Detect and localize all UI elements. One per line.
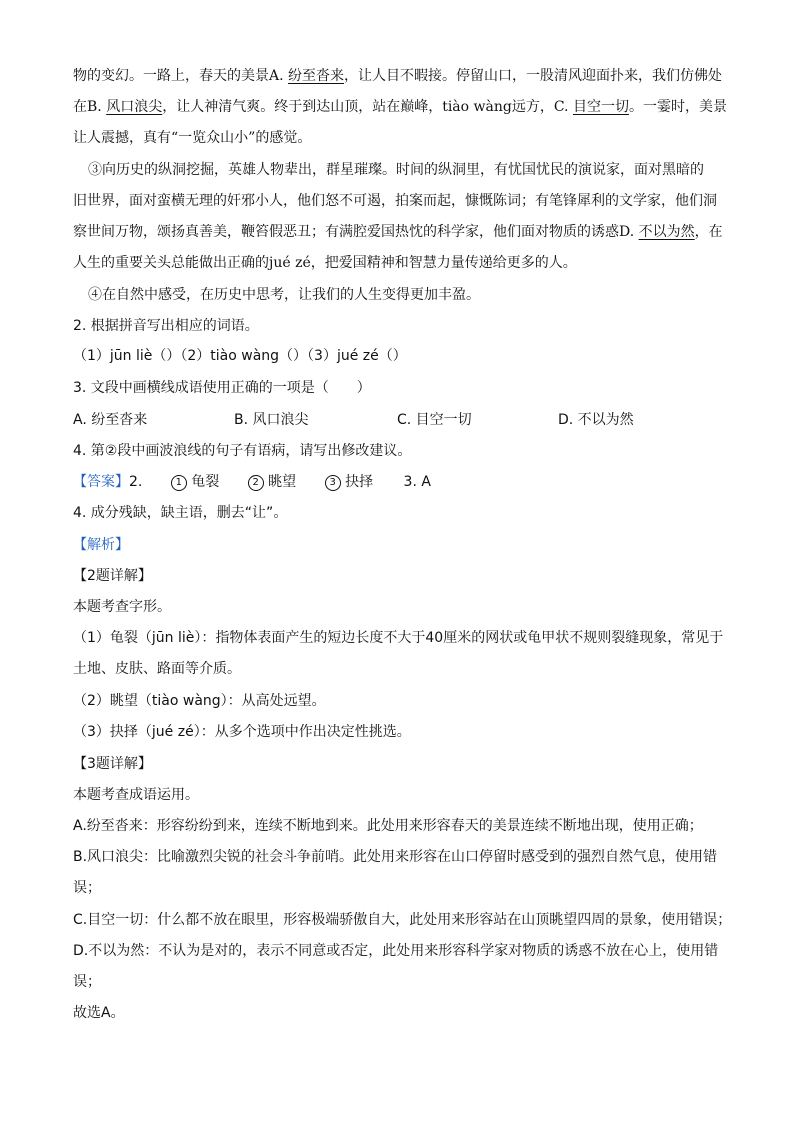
question-2: 2. 根据拼音写出相应的词语。: [73, 318, 259, 334]
q3-conclusion: 故选A。: [73, 1005, 125, 1021]
q3-detail-heading: 【3题详解】: [73, 756, 152, 772]
analysis-label: 【解析】: [73, 537, 129, 553]
q3-detail-intro: 本题考查成语运用。: [73, 787, 199, 803]
q3-detail-a: A.纷至沓来：形容纷纷到来，连续不断地到来。此处用来形容春天的美景连续不断地出现，使用正确；: [73, 818, 703, 834]
question-3: 3. 文段中画横线成语使用正确的一项是（ ）: [73, 380, 371, 396]
underlined-idiom: 目空一切: [572, 99, 629, 115]
text: 。一霎时，美景: [628, 99, 727, 115]
text: 物的变幻。一路上，春天的美景A.: [73, 68, 289, 84]
passage-line: 让人震撼，真有“一览众山小”的感觉。: [73, 130, 312, 146]
answer-mark-3: 3: [325, 475, 341, 491]
q2-detail-intro: 本题考查字形。: [73, 599, 171, 615]
passage-paragraph-3-line: 旧世界，面对蛮横无理的奸邪小人，他们怒不可遏，拍案而起，慷慨陈词；有笔锋犀利的文学家，他们洞: [73, 193, 717, 209]
passage-paragraph-3-line: [73, 222, 723, 242]
answer-word-3: 抉择: [345, 474, 374, 490]
q3-detail-b: B.风口浪尖：比喻激烈尖锐的社会斗争前哨。此处用来形容在山口停留时感受到的强烈自然气息，使用错: [73, 849, 718, 865]
text: 在B.: [73, 99, 107, 115]
answer-line: [73, 472, 431, 492]
underlined-idiom: 风口浪尖: [106, 99, 163, 115]
passage-line: [73, 66, 722, 86]
text: ，让人神清气爽。终于到达山顶，站在巅峰，tiào wàng远方，C.: [162, 99, 573, 115]
q3-option-c: C. 目空一切: [397, 412, 472, 428]
q2-detail-item-1-cont: 土地、皮肤、路面等介质。: [73, 661, 241, 677]
q2-detail-item-3: （3）抉择（jué zé）：从多个选项中作出决定性挑选。: [73, 724, 411, 740]
q3-detail-c: C.目空一切：什么都不放在眼里，形容极端骄傲自大，此处用来形容站在山顶眺望四周的景象，使用错误；: [73, 912, 732, 928]
answer-mark-2: 2: [248, 475, 264, 491]
answer-q2-number: 2.: [129, 474, 143, 490]
text: 察世间万物，颂扬真善美，鞭笞假恶丑；有满腔爱国热忱的科学家，他们面对物质的诱惑D.: [73, 224, 639, 240]
q2-detail-item-2: （2）眺望（tiào wàng）：从高处远望。: [73, 693, 326, 709]
underlined-idiom: 不以为然: [638, 224, 695, 240]
underlined-idiom: 纷至沓来: [288, 68, 345, 84]
q3-option-d: D. 不以为然: [558, 412, 634, 428]
answer-word-2: 眺望: [268, 474, 297, 490]
q2-detail-item-1: （1）龟裂（jūn liè）：指物体表面产生的短边长度不大于40厘米的网状或龟甲状不规则裂缝现象，常见于: [73, 630, 724, 646]
answer-label: 【答案】: [73, 474, 129, 490]
answer-mark-1: 1: [171, 475, 187, 491]
text: ，让人目不暇接。停留山口，一股清风迎面扑来，我们仿佛处: [344, 68, 723, 84]
q3-detail-b-cont: 误；: [73, 880, 101, 896]
q3-option-a: A. 纷至沓来: [73, 412, 148, 428]
q3-detail-d: D.不以为然：不认为是对的，表示不同意或否定，此处用来形容科学家对物质的诱惑不放在心上，使用错: [73, 943, 719, 959]
answer-q3: 3. A: [403, 474, 431, 490]
passage-line: [73, 97, 727, 117]
passage-paragraph-4: ④在自然中感受，在历史中思考，让我们的人生变得更加丰盈。: [88, 287, 480, 303]
q3-option-b: B. 风口浪尖: [234, 412, 309, 428]
passage-paragraph-3-line: 人生的重要关头总能做出正确的jué zé，把爱国精神和智慧力量传递给更多的人。: [73, 255, 577, 271]
question-2-items: （1）jūn liè（）（2）tiào wàng（）（3）jué zé（）: [73, 348, 407, 364]
answer-q4: 4. 成分残缺，缺主语，删去“让”。: [73, 505, 288, 521]
question-4: 4. 第②段中画波浪线的句子有语病，请写出修改建议。: [73, 443, 412, 459]
answer-word-1: 龟裂: [191, 474, 220, 490]
q3-detail-d-cont: 误；: [73, 974, 101, 990]
text: ，在: [694, 224, 723, 240]
q2-detail-heading: 【2题详解】: [73, 568, 152, 584]
passage-paragraph-3-line: ③向历史的纵洞挖掘，英雄人物辈出，群星璀璨。时间的纵洞里，有忧国忧民的演说家，面对黑暗的: [88, 162, 704, 178]
